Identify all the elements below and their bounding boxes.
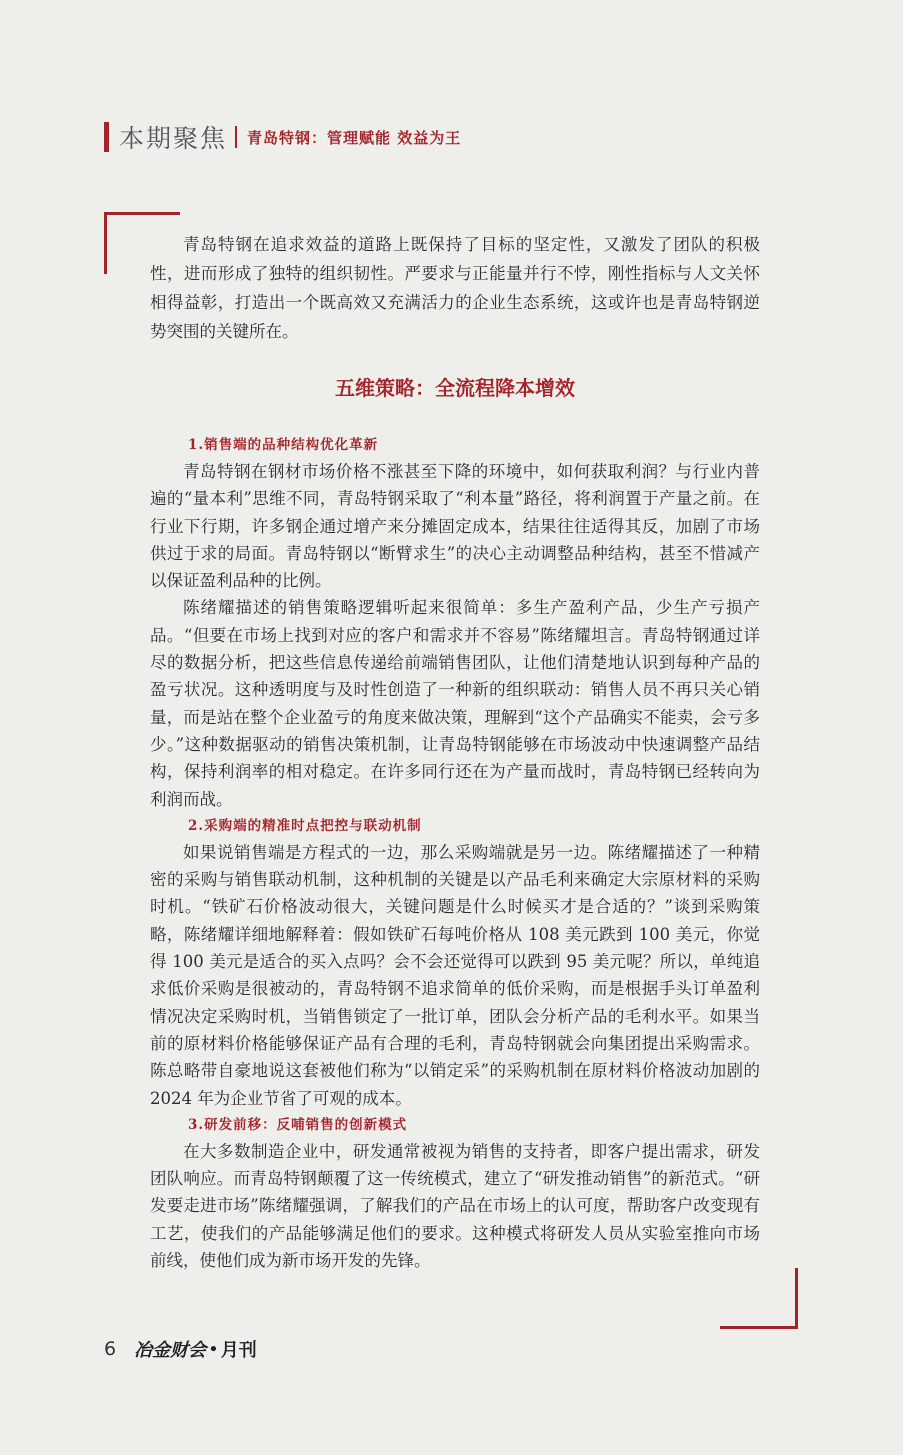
body-paragraph: 在大多数制造企业中，研发通常被视为销售的支持者，即客户提出需求，研发团队响应。而青岛特钢颠覆了这一传统模式，建立了“研发推动销售”的新范式。“研发要走进市场”陈绪耀强调，了解我们的产品在市场上的认可度，帮助客户改变现有工艺，使我们的产品能够满足他们的要求。这种模式将研发人员从实验室推向市场前线，使他们成为新市场开发的先锋。 [150,1141,760,1271]
subsection-heading: 3.研发前移：反哺销售的创新模式 [188,1116,408,1133]
intro-paragraph: 青岛特钢在追求效益的道路上既保持了目标的坚定性，又激发了团队的积极性，进而形成了独特的组织韧性。严要求与正能量并行不悖，刚性指标与人文关怀相得益彰，打造出一个既高效又充满活力的企业生态系统，这或许也是青岛特钢逆势突围的关键所在。 [150,235,760,341]
footer-separator: • [208,1338,219,1360]
subsection-heading: 2.采购端的精准时点把控与联动机制 [188,817,422,834]
page-header [104,120,461,154]
body-paragraph: 如果说销售端是方程式的一边，那么采购端就是另一边。陈绪耀描述了一种精密的采购与销售联动机制，这种机制的关键是以产品毛利来确定大宗原材料的采购时机。“铁矿石价格波动很大，关键问题是什么时候买才是合适的？”谈到采购策略，陈绪耀详细地解释着：假如铁矿石每吨价格从 108 美元跌到 100 美元，你觉得 100 美元是适合的买入点吗？会不会还觉得可以跌到 95 美元呢？所以，单纯追求低价采购是很被动的，青岛特钢不追求简单的低价采购，而是根据手头订单盈利情况决定采购时机，当销售锁定了一批订单，团队会分析产品的毛利水平。如果当前的原材料价格能够保证产品有合理的毛利，青岛特钢就会向集团提出采购需求。陈总略带自豪地说这套被他们称为“以销定采”的采购机制在原材料价格波动加剧的 2024 年为企业节省了可观的成本。 [150,842,760,1108]
article-body [150,432,760,1274]
magazine-name: 冶金财会 [134,1340,207,1361]
corner-bracket-top-left-vertical [104,212,107,274]
body-paragraph: 青岛特钢在钢材市场价格不涨甚至下降的环境中，如何获取利润？与行业内普遍的“量本利”思维不同，青岛特钢采取了“利本量”路径，将利润置于产量之前。在行业下行期，许多钢企通过增产来分摊固定成本，结果往往适得其反，加剧了市场供过于求的局面。青岛特钢以“断臂求生”的决心主动调整品种结构，甚至不惜减产以保证盈利品种的比例。 [150,462,760,591]
section-title: 五维策略：全流程降本增效 [335,376,575,400]
corner-bracket-bottom-right-vertical [795,1268,798,1329]
magazine-issue: 月刊 [220,1340,257,1361]
subsection-heading: 1.销售端的品种结构优化革新 [188,437,379,453]
page-footer [104,1336,257,1362]
corner-bracket-bottom-right [720,1326,798,1329]
corner-bracket-top-left [104,212,180,215]
page-number: 6 [104,1338,117,1360]
article-subtitle: 青岛特钢：管理赋能 效益为王 [247,128,462,147]
header-accent-bar [104,122,109,152]
header-divider [235,126,237,148]
column-title: 本期聚焦 [119,124,228,153]
body-paragraph: 陈绪耀描述的销售策略逻辑听起来很简单：多生产盈利产品，少生产亏损产品。“但要在市场上找到对应的客户和需求并不容易”陈绪耀坦言。青岛特钢通过详尽的数据分析，把这些信息传递给前端销售团队，让他们清楚地认识到每种产品的盈亏状况。这种透明度与及时性创造了一种新的组织联动：销售人员不再只关心销量，而是站在整个企业盈亏的角度来做决策，理解到“这个产品确实不能卖，会亏多少。”这种数据驱动的销售决策机制，让青岛特钢能够在市场波动中快速调整产品结构，保持利润率的相对稳定。在许多同行还在为产量而战时，青岛特钢已经转向为利润而战。 [150,598,760,809]
